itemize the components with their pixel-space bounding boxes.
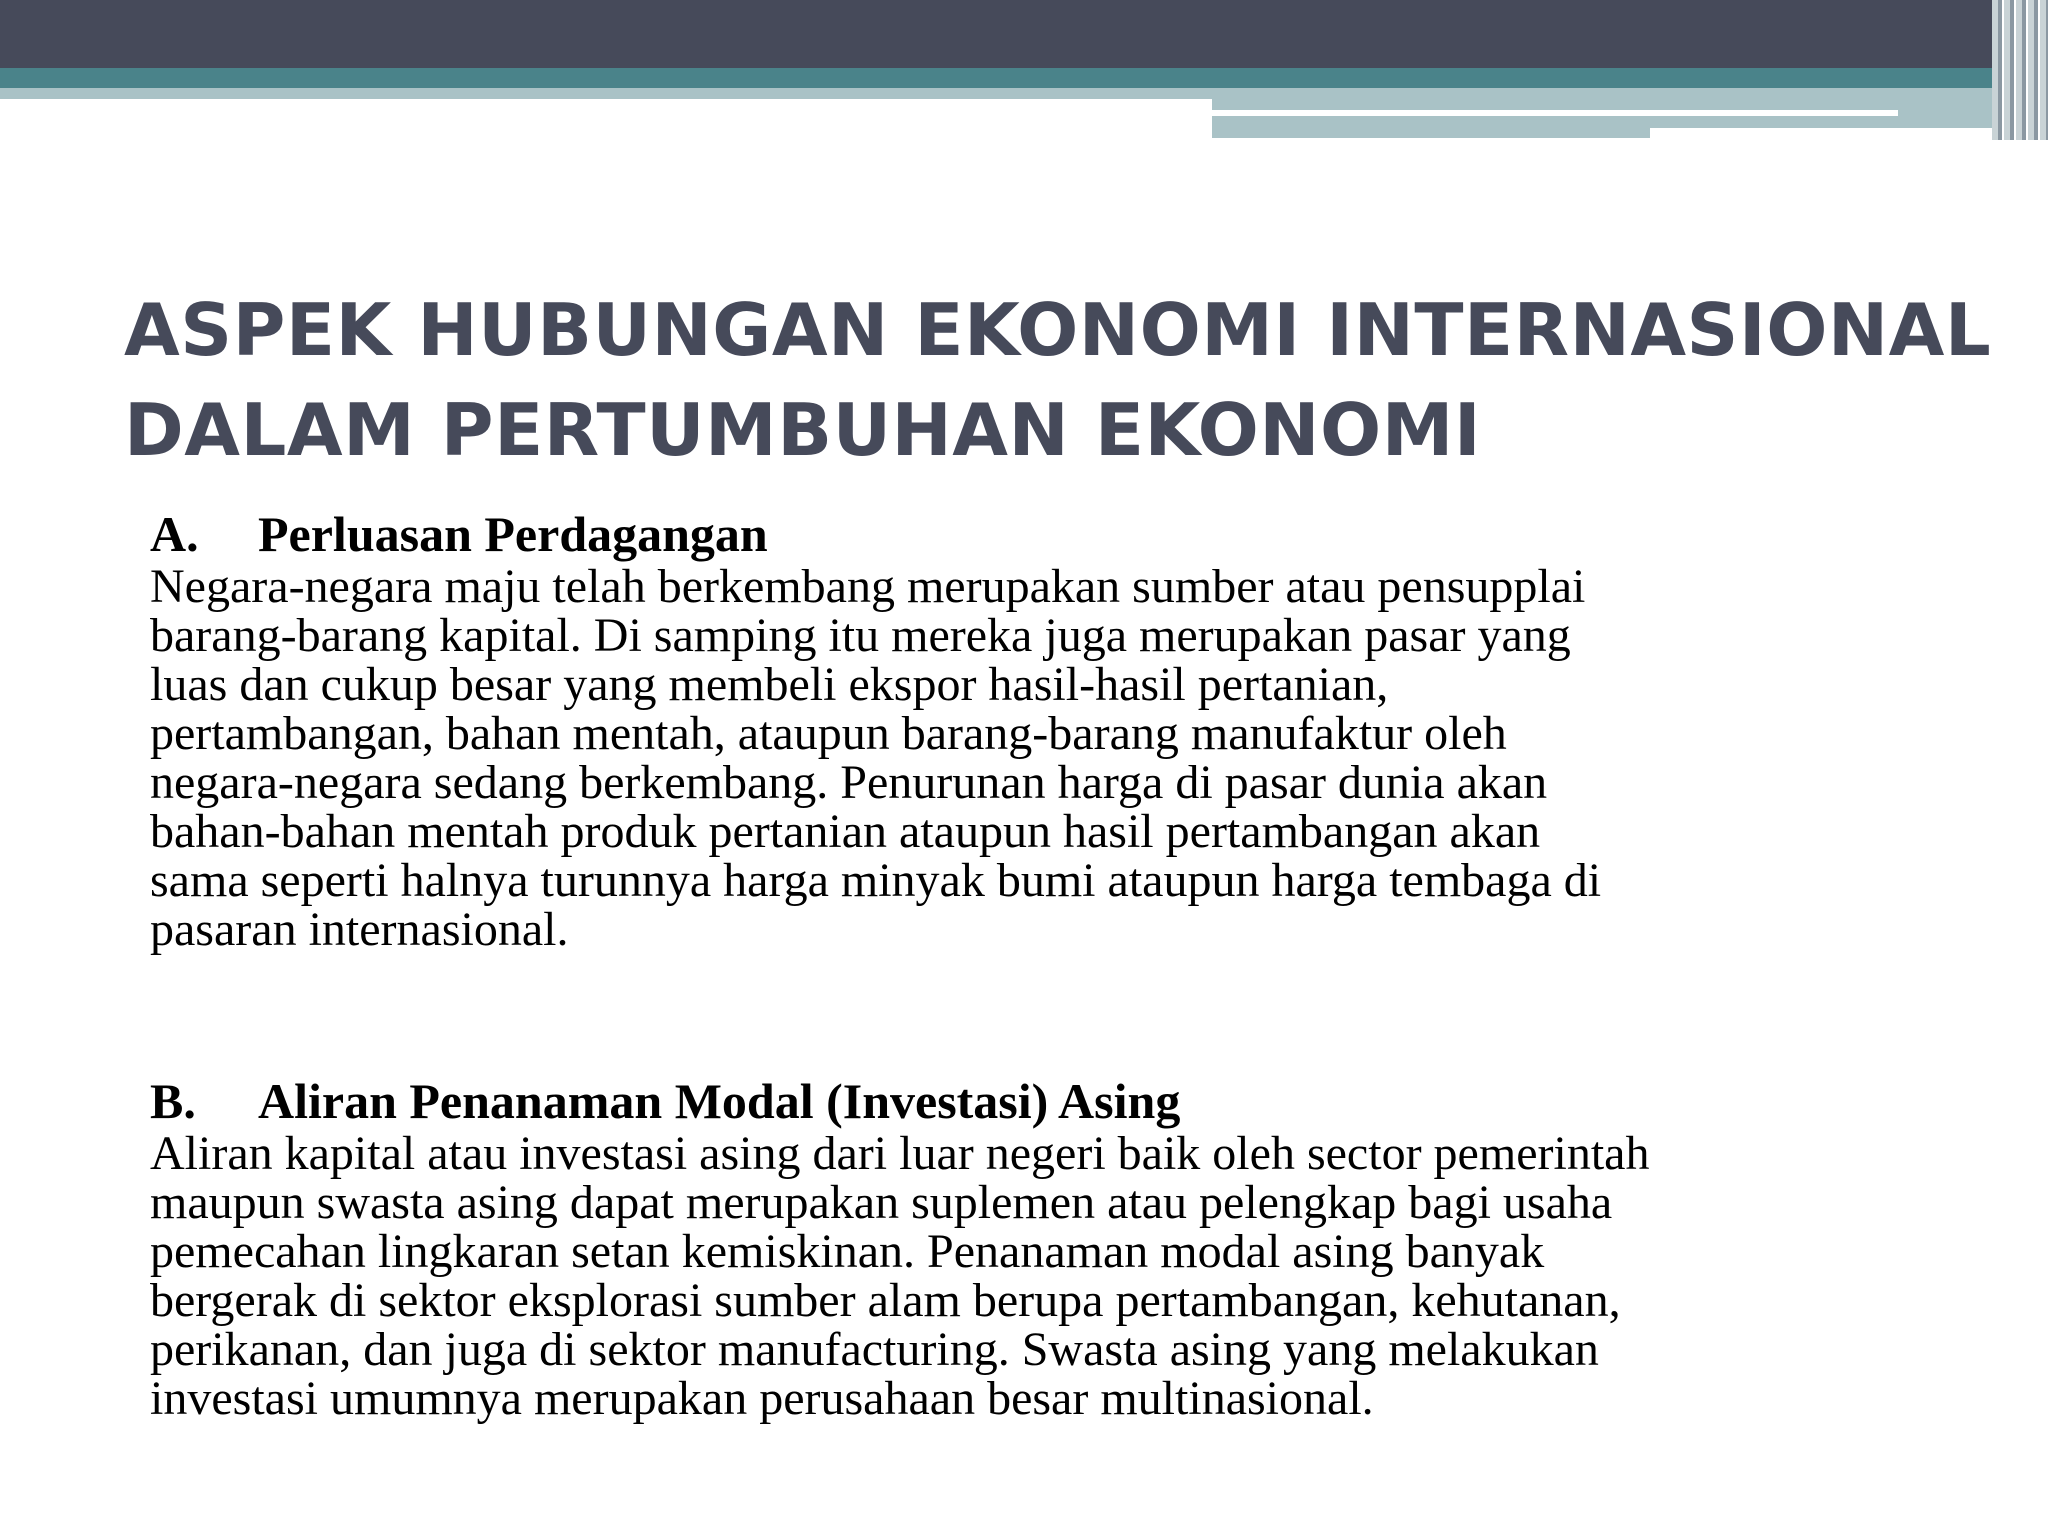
section-perluasan-perdagangan	[150, 506, 1950, 954]
body-line: pemecahan lingkaran setan kemiskinan. Penanaman modal asing banyak	[150, 1225, 1545, 1278]
slide-title-line: DALAM PERTUMBUHAN EKONOMI	[124, 388, 1482, 472]
body-line: barang-barang kapital. Di samping itu mereka juga merupakan pasar yang	[150, 609, 1571, 662]
slide-title-line: ASPEK HUBUNGAN EKONOMI INTERNASIONAL	[124, 288, 1992, 372]
header-white-stripe	[1212, 110, 1898, 116]
body-line: perikanan, dan juga di sektor manufacturing. Swasta asing yang melakukan	[150, 1323, 1599, 1376]
decorative-vertical-stripes	[1992, 0, 2048, 140]
body-line: pasaran internasional.	[150, 903, 569, 956]
section-heading-text: Perluasan Perdagangan	[258, 506, 768, 562]
body-line: Negara-negara maju telah berkembang merupakan sumber atau pensupplai	[150, 560, 1586, 613]
body-line: bergerak di sektor eksplorasi sumber alam berupa pertambangan, kehutanan,	[150, 1274, 1621, 1327]
header-bar	[0, 0, 2048, 68]
body-line: Aliran kapital atau investasi asing dari luar negeri baik oleh sector pemerintah	[150, 1127, 1650, 1180]
section-heading	[150, 506, 1950, 562]
section-heading	[150, 1073, 1950, 1129]
body-line: bahan-bahan mentah produk pertanian ataupun hasil pertambangan akan	[150, 805, 1541, 858]
header-teal-band	[0, 68, 2048, 88]
body-line: maupun swasta asing dapat merupakan suplemen atau pelengkap bagi usaha	[150, 1176, 1613, 1229]
section-aliran-penanaman-modal	[150, 1073, 1950, 1423]
body-line: sama seperti halnya turunnya harga minyak bumi ataupun harga tembaga di	[150, 854, 1602, 907]
slide-title	[124, 280, 1992, 480]
section-letter: B.	[150, 1073, 196, 1129]
body-line: negara-negara sedang berkembang. Penurunan harga di pasar dunia akan	[150, 756, 1548, 809]
body-line: investasi umumnya merupakan perusahaan besar multinasional.	[150, 1372, 1374, 1425]
body-line: pertambangan, bahan mentah, ataupun barang-barang manufaktur oleh	[150, 707, 1507, 760]
section-heading-text: Aliran Penanaman Modal (Investasi) Asing	[258, 1073, 1181, 1129]
body-line: luas dan cukup besar yang membeli ekspor hasil-hasil pertanian,	[150, 658, 1389, 711]
section-letter: A.	[150, 506, 199, 562]
section-body	[150, 1129, 1950, 1423]
section-body	[150, 562, 1950, 954]
header-white-block	[1650, 128, 1992, 140]
header-light-line	[0, 88, 1212, 99]
